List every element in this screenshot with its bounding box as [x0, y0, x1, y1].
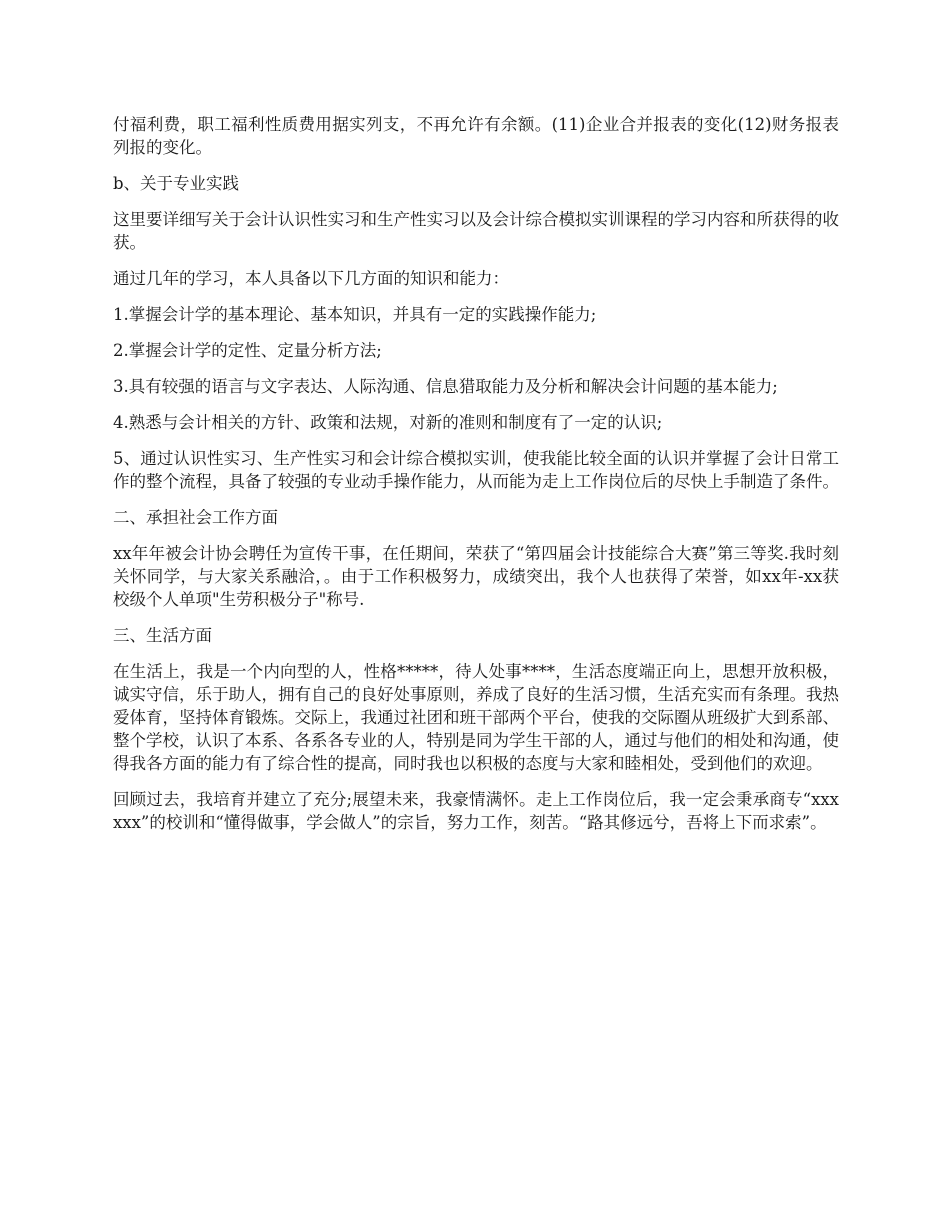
paragraph-welfare-expense: 付福利费，职工福利性质费用据实列支，不再允许有余额。(11)企业合并报表的变化(12)财务报表列报的变化。 — [113, 115, 839, 157]
list-item-ability-4: 4.熟悉与会计相关的方针、政策和法规，对新的准则和制度有了一定的认识; — [113, 413, 663, 432]
paragraph-abilities-intro: 通过几年的学习，本人具备以下几方面的知识和能力： — [113, 269, 509, 288]
heading-professional-practice: b、关于专业实践 — [113, 174, 240, 193]
list-item-ability-5: 5、通过认识性实习、生产性实习和会计综合模拟实训，使我能比较全面的认识并掌握了会计日常工作的整个流程，具备了较强的专业动手操作能力，从而能为走上工作岗位后的尽快上手制造了条件。 — [113, 449, 839, 491]
list-item-ability-1: 1.掌握会计学的基本理论、基本知识，并具有一定的实践操作能力; — [113, 305, 597, 324]
heading-social-work: 二、承担社会工作方面 — [113, 508, 278, 527]
paragraph-life: 在生活上，我是一个内向型的人，性格*****，待人处事****，生活态度端正向上，思想开放积极，诚实守信，乐于助人，拥有自己的良好处事原则，养成了良好的生活习惯，生活充实而有条理。我热爱体育，坚持体育锻炼。交际上，我通过社团和班干部两个平台，使我的交际圈从班级扩大到系部、整个学校，认识了本系、各系各专业的人，特别是同为学生干部的人，通过与他们的相处和沟通，使得我各方面的能力有了综合性的提高，同时我也以积极的态度与大家和睦相处，受到他们的欢迎。 — [113, 662, 839, 773]
list-item-ability-3: 3.具有较强的语言与文字表达、人际沟通、信息猎取能力及分析和解决会计问题的基本能力; — [113, 377, 778, 396]
list-item-ability-2: 2.掌握会计学的定性、定量分析方法; — [113, 341, 382, 360]
paragraph-practice-description: 这里要详细写关于会计认识性实习和生产性实习以及会计综合模拟实训课程的学习内容和所获得的收获。 — [113, 210, 839, 252]
heading-life: 三、生活方面 — [113, 626, 212, 645]
paragraph-conclusion: 回顾过去，我培育并建立了充分;展望未来，我豪情满怀。走上工作岗位后，我一定会秉承商专“xxxxxx”的校训和“懂得做事，学会做人”的宗旨，努力工作，刻苦。“路其修远兮，吾将上下而求索”。 — [113, 790, 839, 832]
paragraph-social-work: xx年年被会计协会聘任为宣传干事，在任期间，荣获了“第四届会计技能综合大赛”第三等奖.我时刻关怀同学，与大家关系融洽，。由于工作积极努力，成绩突出，我个人也获得了荣誉，如xx年-xx获校级个人单项"生劳积极分子"称号. — [113, 544, 839, 609]
document-page — [113, 113, 839, 847]
